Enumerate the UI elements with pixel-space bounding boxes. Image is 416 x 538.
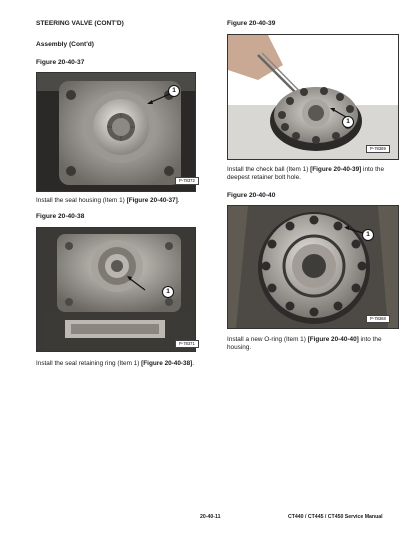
step-install-check-ball: Install the check ball (Item 1) [Figure 20-40-39] into the deepest retainer bolt hole. [227,166,385,182]
figure-reference[interactable]: [Figure 20-40-39] [310,166,362,173]
figure-reference[interactable]: [Figure 20-40-38] [141,360,193,367]
photo-tag: P-78369 [366,145,390,153]
callout-item-1: 1 [162,286,174,298]
callout-item-1: 1 [362,229,374,241]
callout-item-1: 1 [168,85,180,97]
figure-20-40-40-photo [227,205,399,329]
figure-20-40-39-photo [227,34,399,160]
manual-title: CT440 / CT445 / CT450 Service Manual [288,514,383,520]
step-install-seal-housing: Install the seal housing (Item 1) [Figure 20-40-37]. [36,197,180,204]
step-install-o-ring: Install a new O-ring (Item 1) [Figure 20-40-40] into the housing. [227,336,382,352]
figure-caption-40: Figure 20-40-40 [227,192,276,199]
figure-caption-37: Figure 20-40-37 [36,59,85,66]
callout-item-1: 1 [342,116,354,128]
step-install-seal-retaining-ring: Install the seal retaining ring (Item 1) [Figure 20-40-38]. [36,360,195,367]
photo-tag: P-78371 [175,340,199,348]
photo-tag: P-78372 [175,177,199,185]
figure-reference[interactable]: [Figure 20-40-40] [307,336,359,343]
figure-caption-38: Figure 20-40-38 [36,213,85,220]
figure-caption-39: Figure 20-40-39 [227,20,276,27]
subsection-title: Assembly (Cont'd) [36,41,94,48]
page-number: 20-40-11 [200,514,221,520]
figure-reference[interactable]: [Figure 20-40-37] [126,197,178,204]
section-title: STEERING VALVE (CONT'D) [36,20,124,27]
photo-tag: P-78368 [366,315,390,323]
